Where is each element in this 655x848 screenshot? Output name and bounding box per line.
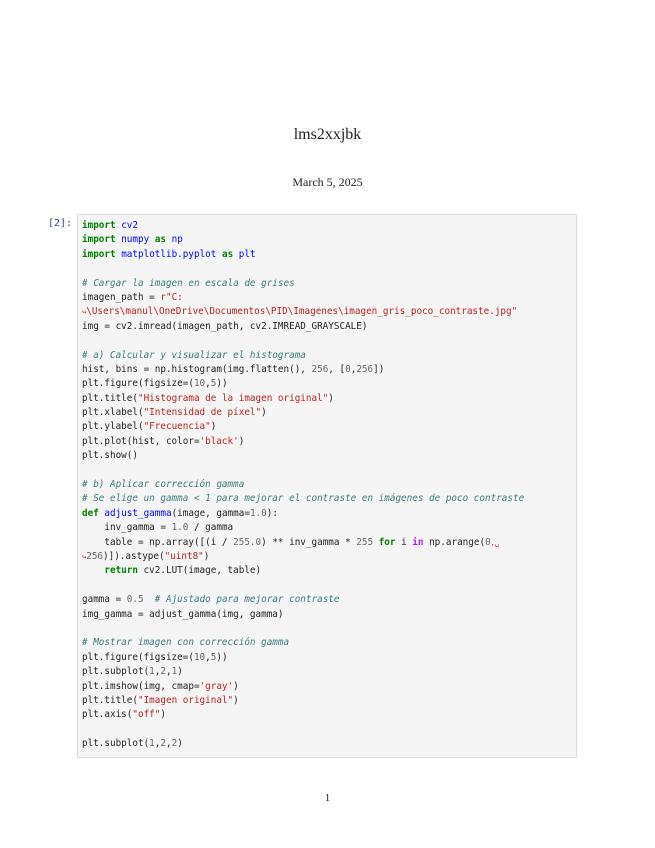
code-token: , [: [328, 363, 346, 375]
code-token: 0: [345, 363, 351, 375]
code-token: plt.title(: [82, 694, 138, 706]
code-token: "Histograma de la imagen original": [137, 392, 329, 404]
code-line: [82, 464, 524, 478]
code-token: 10: [193, 378, 206, 390]
code-line: [82, 305, 524, 319]
code-line: [82, 377, 524, 391]
code-token: ): [328, 392, 334, 404]
code-token: as: [154, 234, 167, 246]
code-token: 5: [210, 378, 217, 390]
code-line: [82, 320, 524, 334]
code-token: ↪: [82, 552, 87, 561]
code-line: [82, 478, 524, 492]
code-token: "Frecuencia": [143, 421, 211, 433]
code-token: 2: [160, 738, 166, 750]
code-token: 'gray': [199, 680, 234, 692]
code-line: [82, 262, 524, 276]
code-token: 1.0: [171, 522, 189, 534]
code-token: (image, gamma=: [171, 507, 250, 519]
code-line: [82, 550, 524, 564]
code-line: [82, 608, 524, 622]
code-token: ,: [154, 666, 161, 678]
code-token: plt.axis(: [82, 709, 133, 721]
code-token: ): [238, 435, 245, 447]
code-token: 0: [485, 536, 491, 548]
code-token: 256: [311, 363, 329, 375]
code-line: [82, 392, 524, 406]
code-line: [82, 363, 524, 377]
code-token: plt.imshow(img, cmap=: [82, 680, 200, 692]
code-line: [82, 737, 524, 751]
code-token: ): [177, 666, 183, 678]
code-line: [82, 579, 524, 593]
code-line: [82, 334, 524, 348]
code-token: ]): [373, 363, 385, 375]
code-token: import: [82, 234, 116, 246]
code-token: ) ** inv_gamma *: [261, 536, 357, 548]
code-token: 2: [171, 738, 178, 750]
code-token: # Mostrar imagen con corrección gamma: [82, 637, 290, 649]
code-token: i: [395, 536, 413, 548]
code-token: 10: [193, 651, 206, 663]
code-token: "off": [132, 709, 161, 721]
code-line: [82, 636, 524, 650]
code-line: [82, 349, 524, 363]
code-line: [82, 291, 524, 305]
code-token: ): [233, 680, 239, 692]
code-token: # Cargar la imagen en escala de grises: [82, 277, 295, 289]
code-token: matplotlib.pyplot: [121, 248, 217, 260]
code-token: 1: [149, 666, 155, 678]
code-line: [82, 492, 524, 506]
code-token: adjust_gamma: [104, 507, 172, 519]
code-token: plt: [238, 248, 256, 260]
code-token: 'black': [199, 435, 239, 447]
code-line: [82, 694, 524, 708]
cell-prompt: [2]:: [48, 218, 73, 229]
code-token: plt.xlabel(: [82, 407, 144, 419]
code-token: import: [82, 248, 116, 260]
code-token: imagen_path =: [82, 291, 161, 303]
code-token: r"C:: [160, 291, 183, 303]
code-token: cv2: [121, 220, 138, 231]
code-token: plt.subplot(: [82, 738, 150, 750]
code-token: # b) Aplicar corrección gamma: [82, 479, 245, 491]
code-token: plt.figure(figsize=(: [82, 378, 194, 390]
code-token: 5: [210, 651, 217, 663]
code-token: 1: [149, 738, 155, 750]
code-token: def: [82, 507, 99, 519]
code-token: plt.title(: [82, 392, 138, 404]
code-token: 256: [86, 550, 104, 562]
code-token: as: [221, 248, 234, 260]
code-token: img_gamma = adjust_gamma(img, gamma): [82, 608, 284, 620]
code-line: [82, 420, 524, 434]
code-cell[interactable]: [77, 214, 577, 758]
code-line: [82, 593, 524, 607]
code-token: ): [210, 421, 217, 433]
code-line: [82, 708, 524, 722]
code-token: plt.ylabel(: [82, 421, 144, 433]
code-line: [82, 536, 524, 550]
page-number: 1: [324, 792, 331, 804]
code-token: 255: [356, 536, 374, 548]
code-token: for: [378, 536, 396, 548]
code-token: ): [233, 694, 239, 706]
code-token: 2: [160, 666, 166, 678]
code-line: [82, 248, 524, 262]
code-line: [82, 564, 524, 578]
code-token: np.arange(: [423, 536, 486, 548]
code-token: import: [82, 220, 116, 231]
code-token: ,: [154, 738, 161, 750]
code-token: plt.figure(figsize=(: [82, 651, 194, 663]
code-token: ↪: [82, 308, 87, 317]
code-token: ,: [166, 738, 172, 750]
code-token: ,␣: [490, 538, 500, 547]
code-block: [82, 219, 524, 751]
code-token: ): [177, 738, 183, 750]
code-token: inv_gamma =: [82, 522, 172, 534]
code-token: )): [216, 378, 228, 390]
code-token: 256: [356, 363, 374, 375]
code-line: [82, 665, 524, 679]
code-line: [82, 277, 524, 291]
code-token: "Intensidad de píxel": [143, 407, 262, 419]
code-token: [82, 565, 104, 576]
code-token: "Imagen original": [137, 694, 234, 706]
code-token: / gamma: [188, 522, 234, 534]
code-line: [82, 507, 524, 521]
code-line: [82, 435, 524, 449]
code-token: ): [203, 550, 210, 562]
code-token: ): [160, 709, 166, 721]
code-token: ,: [205, 651, 211, 663]
document-title: lms2xxjbk: [293, 126, 362, 143]
code-line: [82, 233, 524, 247]
code-token: "uint8": [164, 550, 204, 562]
code-token: # Ajustado para mejorar contraste: [154, 594, 340, 606]
code-token: [144, 594, 155, 605]
code-token: hist, bins = np.histogram(img.flatten(),: [82, 363, 312, 375]
code-line: [82, 521, 524, 535]
code-token: ): [261, 407, 267, 419]
code-token: plt.subplot(: [82, 666, 150, 678]
code-line: [82, 622, 524, 636]
code-line: [82, 680, 524, 694]
code-token: ):: [266, 507, 278, 519]
code-token: img = cv2.imread(imagen_path, cv2.IMREAD_GRAYSCALE): [82, 320, 368, 332]
code-token: return: [104, 565, 138, 577]
code-token: in: [412, 536, 424, 548]
code-token: 1.0: [249, 507, 267, 519]
document-date: March 5, 2025: [292, 175, 363, 189]
code-line: [82, 406, 524, 420]
code-token: )]).astype(: [103, 550, 165, 562]
code-token: 255.0: [233, 536, 262, 548]
code-token: np: [171, 234, 183, 246]
code-token: 1: [171, 666, 178, 678]
code-token: ,: [205, 378, 211, 390]
code-token: table = np.array([(i /: [82, 536, 234, 548]
code-token: \Users\manul\OneDrive\Documentos\PID\Imagenes\imagen_gris_poco_contraste.jpg": [86, 306, 518, 318]
code-line: [82, 219, 524, 233]
code-token: 0.5: [126, 594, 144, 606]
code-line: [82, 723, 524, 737]
code-token: plt.show(): [82, 450, 138, 462]
code-token: ,: [166, 666, 172, 678]
code-line: [82, 449, 524, 463]
code-token: # a) Calcular y visualizar el histograma: [82, 349, 306, 361]
code-token: cv2.LUT(image, table): [137, 565, 262, 577]
code-line: [82, 651, 524, 665]
code-token: )): [216, 651, 228, 663]
code-token: gamma =: [82, 594, 127, 606]
code-token: ,: [350, 363, 357, 375]
code-token: plt.plot(hist, color=: [82, 435, 200, 447]
code-token: numpy: [121, 234, 150, 246]
code-token: # Se elige un gamma < 1 para mejorar el contraste en imágenes de poco contraste: [82, 493, 525, 505]
